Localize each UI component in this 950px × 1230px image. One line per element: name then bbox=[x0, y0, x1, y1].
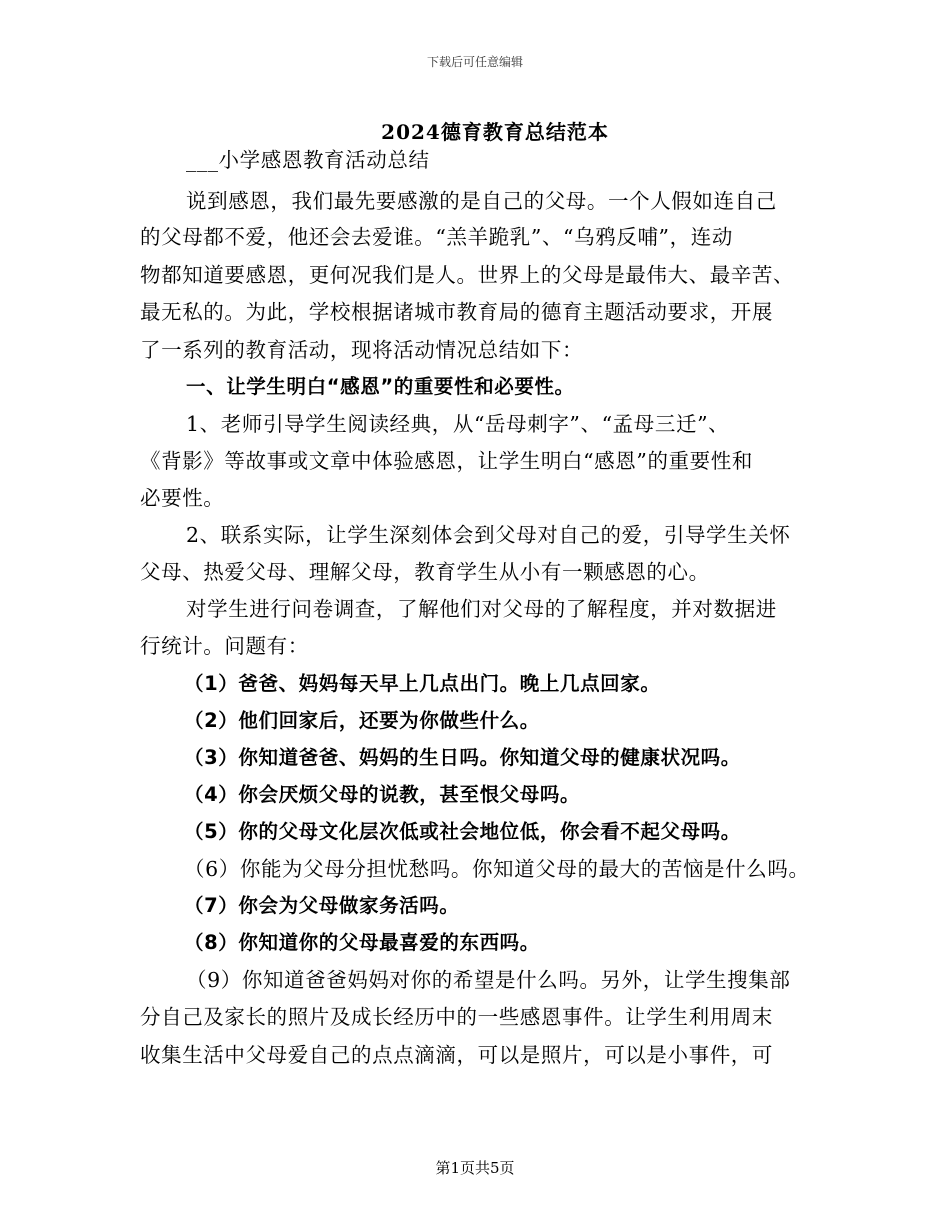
point1-line: 必要性。 bbox=[140, 486, 225, 510]
question-7: （7）你会为父母做家务活吗。 bbox=[184, 894, 460, 917]
point1-line: 1、老师引导学生阅读经典，从“岳母刺字”、“孟母三迁”、 bbox=[186, 412, 730, 436]
intro-line: 说到感恩，我们最先要感激的是自己的父母。一个人假如连自己 bbox=[186, 189, 777, 213]
closing-line: （9）你知道爸爸妈妈对你的希望是什么吗。另外，让学生搜集部 bbox=[186, 968, 791, 992]
point2-line: 父母、热爱父母、理解父母，教育学生从小有一颗感恩的心。 bbox=[140, 560, 710, 584]
subtitle: ___小学感恩教育活动总结 bbox=[186, 148, 430, 172]
question-4: （4）你会厌烦父母的说教，甚至恨父母吗。 bbox=[184, 783, 581, 806]
intro-line: 的父母都不爱，他还会去爱谁。“羔羊跪乳”、“乌鸦反哺”，连动 bbox=[140, 225, 733, 249]
question-5: （5）你的父母文化层次低或社会地位低，你会看不起父母吗。 bbox=[184, 820, 741, 843]
page-number: 第1页共5页 bbox=[435, 1159, 515, 1177]
survey-line: 对学生进行问卷调查，了解他们对父母的了解程度，并对数据进 bbox=[186, 597, 777, 621]
document-title: 2024德育教育总结范本 bbox=[381, 120, 609, 144]
point1-line: 《背影》等故事或文章中体验感恩，让学生明白“感恩”的重要性和 bbox=[140, 449, 753, 473]
question-2: （2）他们回家后，还要为你做些什么。 bbox=[184, 709, 540, 732]
point2-line: 2、联系实际，让学生深刻体会到父母对自己的爱，引导学生关怀 bbox=[186, 523, 791, 547]
intro-line: 了一系列的教育活动，现将活动情况总结如下： bbox=[140, 338, 584, 362]
closing-line: 收集生活中父母爱自己的点点滴滴，可以是照片，可以是小事件，可 bbox=[140, 1043, 773, 1067]
question-8: （8）你知道你的父母最喜爱的东西吗。 bbox=[184, 931, 540, 954]
header-note: 下载后可任意编辑 bbox=[426, 55, 523, 69]
survey-line: 行统计。问题有： bbox=[140, 634, 309, 658]
question-3: （3）你知道爸爸、妈妈的生日吗。你知道父母的健康状况吗。 bbox=[184, 746, 741, 769]
question-6: （6）你能为父母分担忧愁吗。你知道父母的最大的苦恼是什么吗。 bbox=[184, 857, 810, 881]
intro-line: 最无私的。为此，学校根据诸城市教育局的德育主题活动要求，开展 bbox=[140, 300, 773, 324]
question-1: （1）爸爸、妈妈每天早上几点出门。晚上几点回家。 bbox=[184, 672, 661, 695]
closing-line: 分自己及家长的照片及成长经历中的一些感恩事件。让学生利用周末 bbox=[140, 1005, 773, 1029]
section-heading: 一、让学生明白“感恩”的重要性和必要性。 bbox=[186, 375, 575, 398]
intro-line: 物都知道要感恩，更何况我们是人。世界上的父母是最伟大、最辛苦、 bbox=[140, 263, 795, 287]
